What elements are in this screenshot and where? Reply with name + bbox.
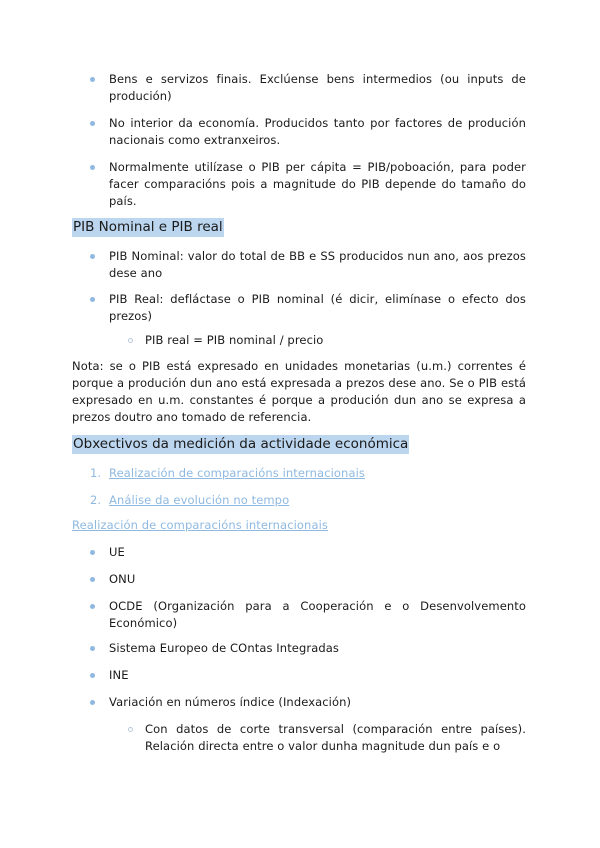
bullet-item: PIB Real: defláctase o PIB nominal (é dicir, elimínase o efecto dos prezos) xyxy=(109,292,526,323)
bullet-item: Sistema Europeo de COntas Integradas xyxy=(109,641,339,655)
sub-bullet-marker xyxy=(128,338,133,343)
list-number: 2. xyxy=(90,493,101,507)
bullet-item: Bens e servizos finais. Exclúense bens intermedios (ou inputs de produción) xyxy=(109,72,526,103)
bullet-item: OCDE (Organización para a Cooperación e o Desenvolvemento Económico) xyxy=(109,599,526,630)
toc-link-comparacions[interactable]: Realización de comparacións internacionais xyxy=(109,466,365,480)
sub-bullet-item: Con datos de corte transversal (comparación entre países). Relación directa entre o valor dunha magnitude dun país e o xyxy=(145,722,526,753)
bullet-marker xyxy=(90,673,95,678)
bullet-item: Normalmente utilízase o PIB per cápita = PIB/poboación, para poder facer comparacións pois a magnitude do PIB depende do tamaño do país. xyxy=(109,160,526,208)
bullet-marker xyxy=(90,646,95,651)
bullet-marker xyxy=(90,121,95,126)
bullet-marker xyxy=(90,604,95,609)
section-heading: PIB Nominal e PIB real xyxy=(73,219,223,235)
sub-bullet-marker xyxy=(128,727,133,732)
section-heading: Obxectivos da medición da actividade económica xyxy=(73,436,409,452)
subsection-link[interactable]: Realización de comparacións internacionais xyxy=(72,518,328,532)
bullet-marker xyxy=(90,77,95,82)
sub-bullet-item: PIB real = PIB nominal / precio xyxy=(145,333,324,347)
bullet-marker xyxy=(90,577,95,582)
bullet-item: Variación en números índice (Indexación) xyxy=(109,695,352,709)
toc-link-evolucion[interactable]: Análise da evolución no tempo xyxy=(109,493,290,507)
list-number: 1. xyxy=(90,466,101,480)
note-paragraph: Nota: se o PIB está expresado en unidades monetarias (u.m.) correntes é porque a produción dun ano está expresada a prezos dese ano. Se o PIB está expresado en u.m. constantes é porque a produción dun ano se expresa a prezos doutro ano tomado de referencia. xyxy=(72,359,526,424)
bullet-marker xyxy=(90,165,95,170)
bullet-item: PIB Nominal: valor do total de BB e SS producidos nun ano, aos prezos dese ano xyxy=(109,249,526,280)
bullet-item: INE xyxy=(109,668,129,682)
bullet-marker xyxy=(90,550,95,555)
bullet-marker xyxy=(90,700,95,705)
bullet-item: UE xyxy=(109,545,125,559)
bullet-marker xyxy=(90,254,95,259)
bullet-item: No interior da economía. Producidos tanto por factores de produción nacionais como extranxeiros. xyxy=(109,116,526,147)
bullet-marker xyxy=(90,297,95,302)
bullet-item: ONU xyxy=(109,572,136,586)
